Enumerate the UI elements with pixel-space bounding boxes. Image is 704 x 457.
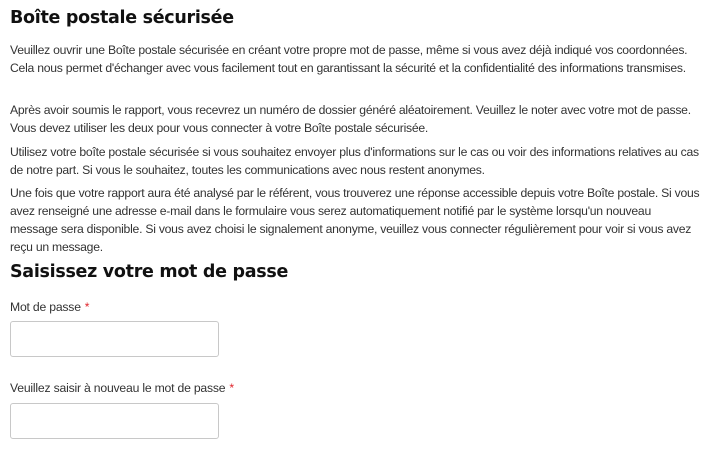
- required-marker: *: [229, 381, 234, 395]
- password-section-title: Saisissez votre mot de passe: [10, 262, 289, 282]
- password-input[interactable]: [10, 321, 219, 357]
- password-label: [10, 300, 89, 314]
- usage-paragraph: Utilisez votre boîte postale sécurisée si vous souhaitez envoyer plus d'informations sur le cas ou voir des informations relatives au cas de notre part. Si vous le souhaitez, toutes les communications avec nous restent anonymes.: [10, 145, 699, 177]
- confirm-password-input[interactable]: [10, 403, 219, 439]
- response-paragraph: Une fois que votre rapport aura été analysé par le référent, vous trouverez une réponse accessible depuis votre Boîte postale. Si vous avez renseigné une adresse e-mail dans le formulaire vous serez automatiquement notifié par le système lorsqu'un nouveau message sera disponible. Si vous avez choisi le signalement anonyme, veuillez vous connecter régulièrement pour voir si vous avez reçu un message.: [10, 186, 700, 254]
- page-title: Boîte postale sécurisée: [10, 8, 234, 28]
- intro-paragraph: Veuillez ouvrir une Boîte postale sécurisée en créant votre propre mot de passe, même si vous avez déjà indiqué vos coordonnées. Cela nous permet d'échanger avec vous facilement tout en garantissant la sécurité et la confidentialité des informations transmises.: [10, 43, 688, 75]
- required-marker: *: [84, 300, 90, 314]
- password-label-text: Mot de passe: [10, 300, 81, 314]
- confirm-password-label: [10, 381, 234, 395]
- confirm-password-label-text: Veuillez saisir à nouveau le mot de passe: [10, 381, 226, 395]
- case-number-paragraph: Après avoir soumis le rapport, vous recevrez un numéro de dossier généré aléatoirement. Veuillez le noter avec votre mot de passe. Vous devez utiliser les deux pour vous connecter à votre Boîte postale sécurisée.: [10, 103, 691, 135]
